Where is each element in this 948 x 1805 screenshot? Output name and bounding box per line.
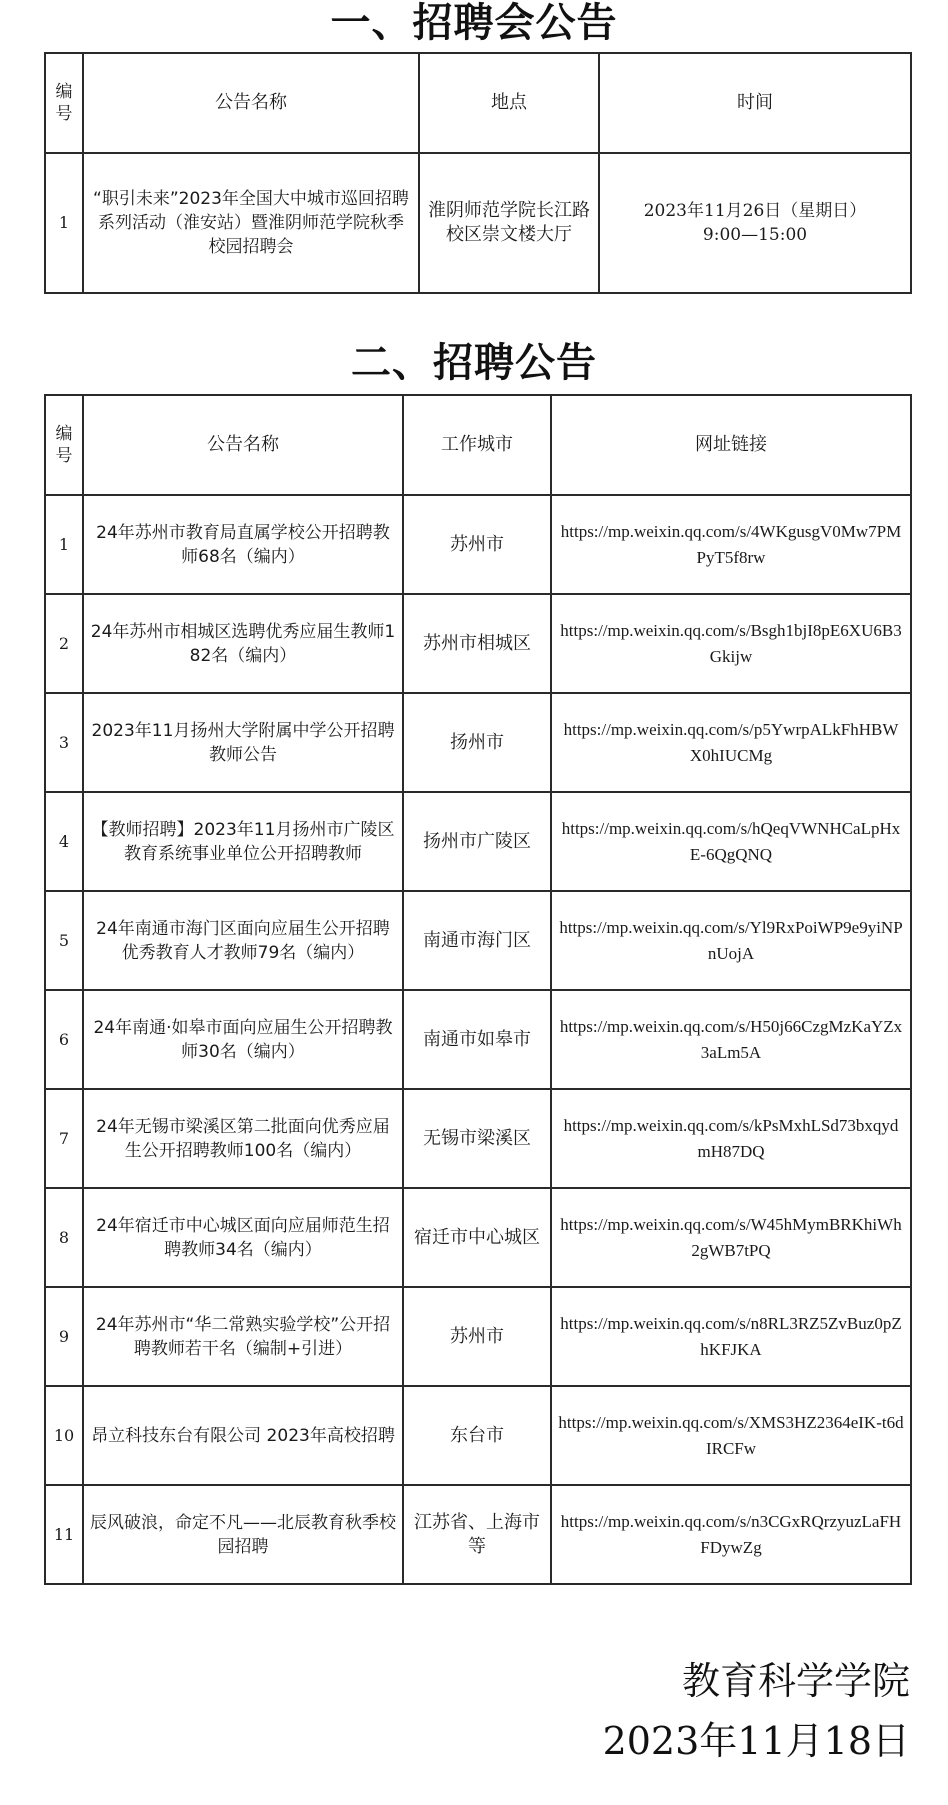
section1-title: 一、招聘会公告	[330, 0, 618, 46]
announcement-link[interactable]: https://mp.weixin.qq.com/s/Yl9RxPoiWP9e9yiNPnUojA	[551, 891, 911, 990]
recruitment-table	[44, 394, 912, 1585]
work-city: 苏州市	[403, 495, 551, 594]
header-place: 地点	[419, 53, 599, 153]
table-row	[45, 153, 911, 293]
table-row	[45, 495, 911, 594]
header-city: 工作城市	[403, 395, 551, 495]
section2-title: 二、招聘公告	[351, 340, 597, 386]
announcement-name: 24年无锡市梁溪区第二批面向优秀应届生公开招聘教师100名（编内）	[83, 1089, 403, 1188]
job-fair-table	[44, 52, 912, 294]
fair-date: 2023年11月26日（星期日）	[643, 201, 867, 221]
announcement-name: 24年南通·如皋市面向应届生公开招聘教师30名（编内）	[83, 990, 403, 1089]
work-city: 苏州市相城区	[403, 594, 551, 693]
work-city: 江苏省、上海市等	[403, 1485, 551, 1584]
row-no: 10	[45, 1386, 83, 1485]
work-city: 南通市如皋市	[403, 990, 551, 1089]
announcement-link[interactable]: https://mp.weixin.qq.com/s/n8RL3RZ5ZvBuz0pZhKFJKA	[551, 1287, 911, 1386]
table-row	[45, 1485, 911, 1584]
row-no: 11	[45, 1485, 83, 1584]
work-city: 东台市	[403, 1386, 551, 1485]
row-no: 7	[45, 1089, 83, 1188]
announcement-link[interactable]: https://mp.weixin.qq.com/s/p5YwrpALkFhHBWX0hIUCMg	[551, 693, 911, 792]
work-city: 扬州市广陵区	[403, 792, 551, 891]
header-no: 编号	[45, 395, 83, 495]
row-no: 9	[45, 1287, 83, 1386]
fair-time	[599, 153, 911, 293]
fair-place: 淮阴师范学院长江路校区崇文楼大厅	[419, 153, 599, 293]
announcement-name: 辰风破浪，命定不凡——北辰教育秋季校园招聘	[83, 1485, 403, 1584]
work-city: 南通市海门区	[403, 891, 551, 990]
table-row	[45, 693, 911, 792]
announcement-name: 昂立科技东台有限公司 2023年高校招聘	[83, 1386, 403, 1485]
announcement-link[interactable]: https://mp.weixin.qq.com/s/Bsgh1bjI8pE6XU6B3Gkijw	[551, 594, 911, 693]
announcement-link[interactable]: https://mp.weixin.qq.com/s/W45hMymBRKhiWh2gWB7tPQ	[551, 1188, 911, 1287]
work-city: 无锡市梁溪区	[403, 1089, 551, 1188]
fair-name: “职引未来”2023年全国大中城市巡回招聘系列活动（淮安站）暨淮阴师范学院秋季校园招聘会	[83, 153, 419, 293]
header-name: 公告名称	[83, 53, 419, 153]
table-row	[45, 990, 911, 1089]
work-city: 苏州市	[403, 1287, 551, 1386]
table-header-row	[45, 395, 911, 495]
signature-date: 2023年11月18日	[602, 1719, 910, 1763]
table-row	[45, 594, 911, 693]
header-url: 网址链接	[551, 395, 911, 495]
header-time: 时间	[599, 53, 911, 153]
announcement-name: 【教师招聘】2023年11月扬州市广陵区教育系统事业单位公开招聘教师	[83, 792, 403, 891]
announcement-name: 24年南通市海门区面向应届生公开招聘优秀教育人才教师79名（编内）	[83, 891, 403, 990]
announcement-link[interactable]: https://mp.weixin.qq.com/s/XMS3HZ2364eIK-t6dIRCFw	[551, 1386, 911, 1485]
announcement-name: 24年苏州市相城区选聘优秀应届生教师182名（编内）	[83, 594, 403, 693]
row-no: 4	[45, 792, 83, 891]
announcement-link[interactable]: https://mp.weixin.qq.com/s/n3CGxRQrzyuzLaFHFDywZg	[551, 1485, 911, 1584]
table-row	[45, 1188, 911, 1287]
table-row	[45, 891, 911, 990]
table-header-row	[45, 53, 911, 153]
row-no: 2	[45, 594, 83, 693]
table-row	[45, 1089, 911, 1188]
work-city: 扬州市	[403, 693, 551, 792]
signature-organization: 教育科学学院	[681, 1659, 910, 1703]
announcement-name: 24年苏州市“华二常熟实验学校”公开招聘教师若干名（编制+引进）	[83, 1287, 403, 1386]
announcement-name: 24年宿迁市中心城区面向应届师范生招聘教师34名（编内）	[83, 1188, 403, 1287]
row-no: 8	[45, 1188, 83, 1287]
fair-hours: 9:00—15:00	[702, 225, 808, 245]
row-no: 5	[45, 891, 83, 990]
work-city: 宿迁市中心城区	[403, 1188, 551, 1287]
announcement-name: 2023年11月扬州大学附属中学公开招聘教师公告	[83, 693, 403, 792]
row-no: 3	[45, 693, 83, 792]
row-no: 1	[45, 153, 83, 293]
announcement-link[interactable]: https://mp.weixin.qq.com/s/hQeqVWNHCaLpHxE-6QgQNQ	[551, 792, 911, 891]
announcement-name: 24年苏州市教育局直属学校公开招聘教师68名（编内）	[83, 495, 403, 594]
announcement-link[interactable]: https://mp.weixin.qq.com/s/kPsMxhLSd73bxqydmH87DQ	[551, 1089, 911, 1188]
table-row	[45, 1386, 911, 1485]
row-no: 1	[45, 495, 83, 594]
announcement-link[interactable]: https://mp.weixin.qq.com/s/4WKgusgV0Mw7PMPyT5f8rw	[551, 495, 911, 594]
header-name: 公告名称	[83, 395, 403, 495]
table-row	[45, 792, 911, 891]
table-row	[45, 1287, 911, 1386]
header-no: 编号	[45, 53, 83, 153]
row-no: 6	[45, 990, 83, 1089]
announcement-link[interactable]: https://mp.weixin.qq.com/s/H50j66CzgMzKaYZx3aLm5A	[551, 990, 911, 1089]
